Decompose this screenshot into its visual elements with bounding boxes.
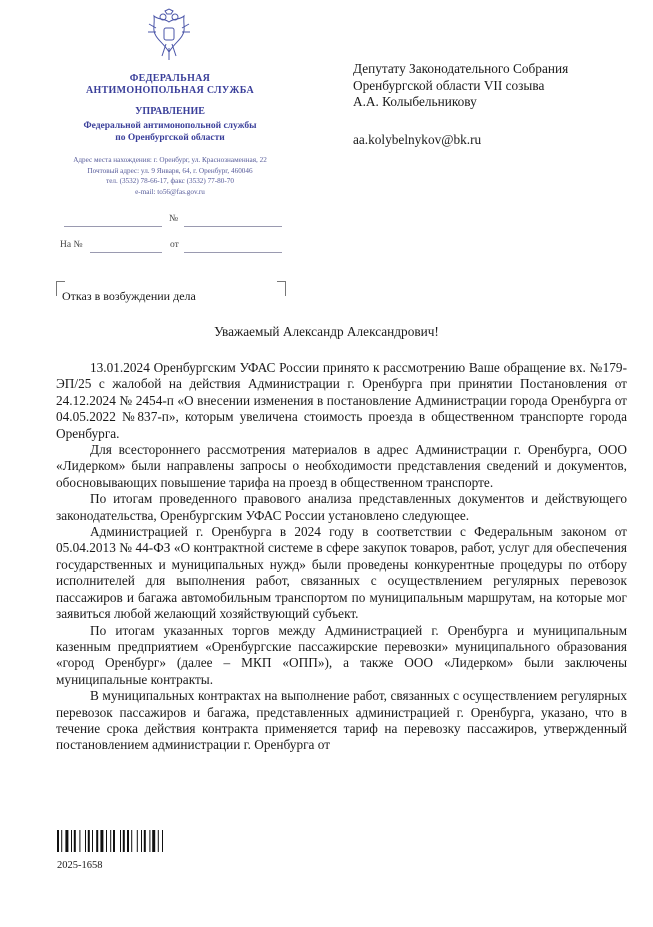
barcode-bar (74, 830, 76, 852)
barcode-bar (137, 830, 138, 852)
recipient-line-2: Оренбургской области VII созыва (353, 77, 545, 93)
paragraph: Администрацией г. Оренбурга в 2024 году в соответствии с Федеральным законом от 05.04.2013 № 44-ФЗ «О контрактной системе в сфере закупок товаров, работ, услуг для обеспечения государственных и муниципальных нужд» были проведены конкурентные процедуры по отбору исполнителей для выполнения работ, связанных с осуществлением регулярных перевозок пассажиров и багажа автомобильным транспортом по муниципальным маршрутам, на которые мог заявиться любой желающий хозяйствующий субъект. (56, 524, 627, 622)
reply-from-label: от (170, 240, 179, 250)
barcode-bar (61, 830, 62, 852)
barcode (57, 830, 190, 852)
barcode-bar (131, 830, 132, 852)
barcode-bar (79, 830, 80, 852)
contact-postal: Почтовый адрес: ул. 9 Января, 64, г. Оренбург, 460046 (87, 166, 253, 175)
dept-subtitle (40, 120, 300, 144)
barcode-bar (65, 830, 68, 852)
org-line-2: АНТИМОНОПОЛЬНАЯ СЛУЖБА (85, 85, 255, 96)
reg-number-line (184, 226, 282, 227)
barcode-bar (71, 830, 72, 852)
recipient-email: aa.kolybelnykov@bk.ru (353, 132, 482, 147)
recipient-line-3: А.А. Колыбельникову (353, 94, 477, 109)
barcode-bar (127, 830, 129, 852)
org-contacts (40, 155, 300, 197)
reg-no-label: № (169, 214, 179, 224)
paragraph: По итогам указанных торгов между Администрацией г. Оренбурга и муниципальным казенным предприятием «Оренбургские пассажирские перевозки» муниципального образования «город Оренбург» (далее – МКП «ОПП»), а также ООО «Лидерком» были заключены муниципальные контракты. (56, 622, 627, 687)
contact-address: Адрес места нахождения: г. Оренбург, ул. Краснознаменная, 22 (73, 156, 267, 164)
coat-of-arms-emblem (146, 8, 192, 64)
paragraph: В муниципальных контрактах на выполнение работ, связанных с осуществлением регулярных перевозок пассажиров и багажа, представленных администрацией г. Оренбурга, указано, что в течение срока действия контракта применяется тариф на перевозку пассажиров, утвержденный постановлением администрации г. Оренбурга от (56, 688, 627, 753)
dept-line-3: по Оренбургской области (115, 133, 225, 143)
barcode-bar (113, 830, 115, 852)
recipient-block (353, 61, 568, 111)
barcode-bar (106, 830, 107, 852)
subject-line: Отказ в возбуждении дела (62, 289, 196, 303)
barcode-bar (120, 830, 121, 852)
barcode-bar (158, 830, 159, 852)
barcode-bar (144, 830, 146, 852)
recipient-line-1: Депутату Законодательного Собрания (353, 61, 569, 76)
barcode-bar (88, 830, 90, 852)
org-name (40, 73, 300, 97)
document-number: 2025-1658 (57, 860, 103, 871)
barcode-bar (149, 830, 150, 852)
reply-number-line (90, 252, 162, 253)
paragraph: Для всестороннего рассмотрения материалов в адрес Администрации г. Оренбурга, ООО «Лидерком» были направлены запросы о необходимости представления сведений и документов, обосновывающих повышение тарифа на проезд в общественном транспорте. (56, 442, 627, 490)
barcode-bar (92, 830, 93, 852)
barcode-bar (162, 830, 163, 852)
letter-body (56, 360, 627, 754)
barcode-bar (100, 830, 103, 852)
barcode-bar (57, 830, 59, 852)
contact-email: e-mail: to56@fas.gov.ru (135, 187, 205, 196)
reply-no-label: На № (60, 240, 83, 250)
subject-corner-right (277, 281, 286, 296)
barcode-bar (110, 830, 111, 852)
dept-name (40, 106, 300, 118)
barcode-bar (85, 830, 86, 852)
dept-line-1: УПРАВЛЕНИЕ (135, 106, 205, 117)
paragraph: 13.01.2024 Оренбургским УФАС России принято к рассмотрению Ваше обращение вх. №179-ЭП/25 с жалобой на действия Администрации г. Оренбурга при принятии Постановления от 24.12.2024 № 2454-п «О внесении изменения в постановление Администрации города Оренбурга от 04.05.2022 №837-п», которым увеличена стоимость проезда в общественном транспорте города Оренбурга. (56, 360, 627, 441)
barcode-bar (141, 830, 142, 852)
paragraph: По итогам проведенного правового анализа представленных документов и действующего законодательства, Оренбургским УФАС России установлено следующее. (56, 491, 627, 523)
barcode-bar (123, 830, 125, 852)
barcode-bar (152, 830, 155, 852)
dept-line-2: Федеральной антимонопольной службы (83, 121, 257, 131)
reg-date-line (64, 226, 162, 227)
org-line-1: ФЕДЕРАЛЬНАЯ (129, 73, 211, 84)
reply-date-line (184, 252, 282, 253)
greeting: Уважаемый Александр Александрович! (214, 324, 439, 339)
barcode-bar (96, 830, 98, 852)
contact-phone: тел. (3532) 78-66-17, факс (3532) 77-80-70 (106, 177, 234, 186)
